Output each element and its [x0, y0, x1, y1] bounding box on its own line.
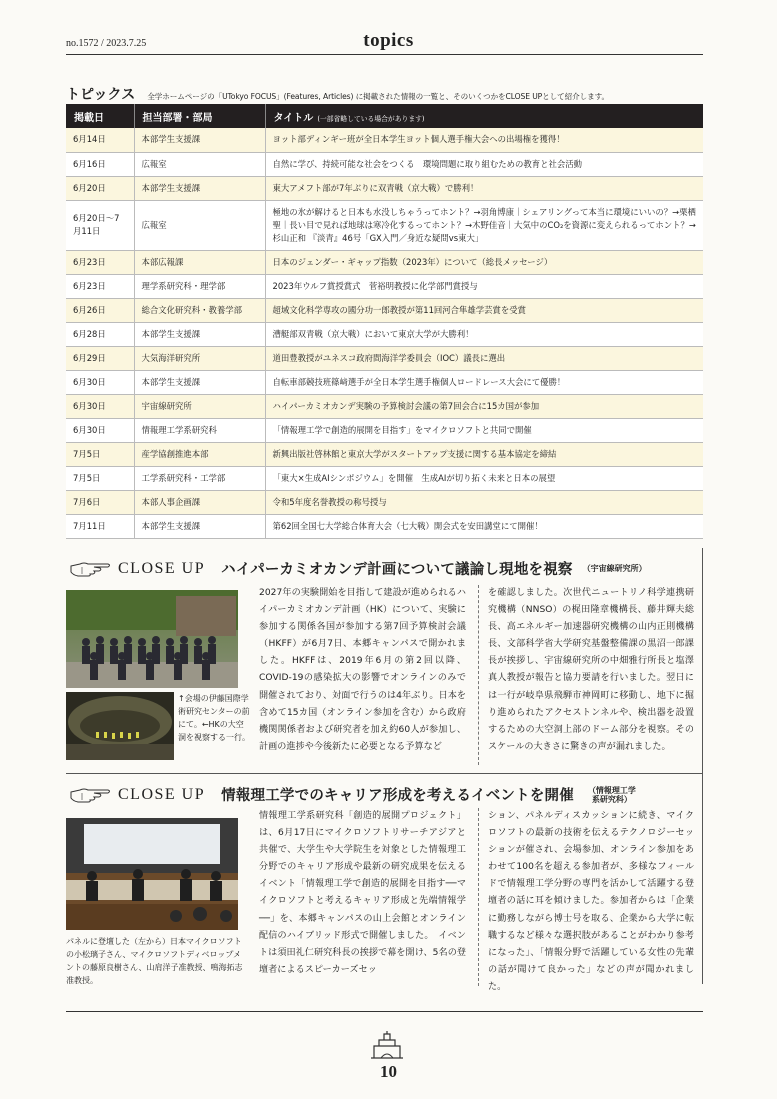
closeup2-dept-line1: （情報理工学	[587, 785, 636, 795]
cell-dept: 大気海洋研究所	[134, 346, 265, 370]
table-row	[66, 128, 703, 152]
cell-dept: 産学協創推進本部	[134, 442, 265, 466]
closeup1-caption: ↑会場の伊藤国際学術研究センターの前にて。←HKの大空洞を視察する一行。	[178, 694, 250, 742]
cell-title: 極地の氷が解けると日本も水没しちゃうってホント？→羽角博康｜シェアリングって本当に環境にいいの？→栗栖 聖｜長い目で見れば地球は寒冷化するってホント？→木野佳音｜大気中のCO₂を資源に変えられるってホント？→杉山正和 『淡青』46号「GX入門／身近な疑問vs東大」	[265, 200, 703, 250]
cell-title: 自転車部競技班篠﨑選手が全日本学生選手権個人ロードレース大会にて優勝！	[265, 370, 703, 394]
cell-title: 自然に学び、持続可能な社会をつくる 環境問題に取り組むための教育と社会活動	[265, 152, 703, 176]
table-row	[66, 176, 703, 200]
table-row	[66, 514, 703, 538]
closeup-divider	[66, 773, 703, 774]
closeup2-dept-line2: 系研究科）	[591, 794, 632, 804]
header-rule	[66, 54, 703, 55]
topics-description: 全学ホームページの「UTokyo FOCUS」(Features, Articles) に掲載された情報の一覧と、そのいくつかをCLOSE UPとして紹介します。	[147, 92, 609, 101]
closeup1-label: CLOSE UP	[118, 559, 206, 577]
closeup1-column1: 2027年の実験開始を目指して建設が進められるハイパーカミオカンデ計画（HK）について、実験に参加する関係各国が参加する第7回予算検討会議（HKFF）が6月7日、本郷キャンパスで開かれました。HKFFは、2019年6月の第2回以降、COVID-19の感染拡大の影響でオンラインのみで開催されており、対面で行うのは4年ぶり。日本を含めて15カ国（オンライン参加を含む）から政府機関関係者および研究者を加え約60人が参加し、計画の進捗や今後新たに必要となる予算など	[259, 588, 466, 752]
closeup1-title: ハイパーカミオカンデ計画について議論し現地を視察	[221, 562, 573, 578]
cell-title: 2023年ウルフ賞授賞式 菅裕明教授に化学部門賞授与	[265, 274, 703, 298]
cell-date: 6月23日	[66, 250, 134, 274]
cell-title: 「情報理工学で創造的展開を目指す」をマイクロソフトと共同で開催	[265, 418, 703, 442]
cell-date: 6月26日	[66, 298, 134, 322]
cell-dept: 本部学生支援課	[134, 370, 265, 394]
closeup2-heading	[70, 784, 636, 805]
table-row	[66, 346, 703, 370]
closeup2-title: 情報理工学でのキャリア形成を考えるイベントを開催	[221, 788, 574, 804]
cell-title: 東大アメフト部が7年ぶりに双青戦（京大戦）で勝利！	[265, 176, 703, 200]
closeup2-label: CLOSE UP	[118, 785, 206, 803]
table-row	[66, 370, 703, 394]
column-header-title-note: (一部省略している場合があります)	[317, 114, 425, 123]
closeup2-column2: ション、パネルディスカッションに続き、マイクロソフトの最新の技術を伝えるテクノロジーセッションが催され、会場参加、オンライン参加をあわせて100名を超える参加者が、多様なフィールドで情報理工学分野の専門を活かして活躍する登壇者の話に耳を傾けました。参加者からは「企業に勤務しながら博士号を取る、企業から大学に転職するなど様々な選択肢があることがわかり参考になった」、「情報分野で活躍している女性の先輩の話が聞けて良かった」などの声が聞かれました。	[488, 811, 694, 992]
cell-date: 6月29日	[66, 346, 134, 370]
cell-date: 7月11日	[66, 514, 134, 538]
closeup1-heading	[70, 558, 647, 579]
table-row	[66, 200, 703, 250]
cell-title: 超域文化科学専攻の國分功一郎教授が第11回河合隼雄学芸賞を受賞	[265, 298, 703, 322]
cell-date: 6月28日	[66, 322, 134, 346]
topics-title: トピックス	[66, 87, 136, 103]
cell-title: 新興出版社啓林館と東京大学がスタートアップ支援に関する基本協定を締結	[265, 442, 703, 466]
footer-rule	[66, 1011, 703, 1012]
pointing-hand-icon	[70, 786, 112, 804]
cell-date: 7月6日	[66, 490, 134, 514]
section-title: topics	[363, 30, 414, 51]
table-row	[66, 298, 703, 322]
cell-title: 「東大×生成AIシンポジウム」を開催 生成AIが切り拓く未来と日本の展望	[265, 466, 703, 490]
cell-dept: 総合文化研究科・教養学部	[134, 298, 265, 322]
table-row	[66, 418, 703, 442]
closeup2-dept	[588, 786, 636, 804]
cell-dept: 工学系研究科・工学部	[134, 466, 265, 490]
table-row	[66, 394, 703, 418]
cell-title: 令和5年度名誉教授の称号授与	[265, 490, 703, 514]
pointing-hand-icon	[70, 560, 112, 578]
page-number: 10	[380, 1062, 397, 1081]
table-row	[66, 322, 703, 346]
topics-table	[66, 104, 703, 539]
closeup2-column-separator	[478, 808, 479, 986]
column-header-title	[265, 104, 703, 128]
cell-dept: 広報室	[134, 200, 265, 250]
cell-dept: 理学系研究科・理学部	[134, 274, 265, 298]
column-header-title-label: タイトル	[273, 112, 314, 124]
cell-title: ヨット部ディンギー班が全日本学生ヨット個人選手権大会への出場権を獲得！	[265, 128, 703, 152]
yasuda-auditorium-icon	[367, 1030, 407, 1060]
cell-date: 6月14日	[66, 128, 134, 152]
table-row	[66, 490, 703, 514]
cell-date: 6月23日	[66, 274, 134, 298]
issue-number: no.1572 / 2023.7.25	[66, 38, 147, 49]
table-row	[66, 466, 703, 490]
closeup1-column-separator	[478, 585, 479, 765]
closeup1-cavern-photo	[66, 692, 174, 760]
cell-date: 7月5日	[66, 466, 134, 490]
cell-dept: 情報理工学系研究科	[134, 418, 265, 442]
table-row	[66, 250, 703, 274]
cell-date: 6月20日～7月11日	[66, 200, 134, 250]
cell-dept: 本部学生支援課	[134, 322, 265, 346]
cell-dept: 広報室	[134, 152, 265, 176]
cell-title: ハイパーカミオカンデ実験の予算検討会議の第7回会合に15カ国が参加	[265, 394, 703, 418]
cell-date: 6月30日	[66, 370, 134, 394]
table-row	[66, 442, 703, 466]
cell-date: 6月20日	[66, 176, 134, 200]
table-row	[66, 152, 703, 176]
cell-date: 6月16日	[66, 152, 134, 176]
closeup2-caption: パネルに登壇した（左から）日本マイクロソフトの小松璃子さん、マイクロソフトディベロップメントの藤原良樹さん、山肩洋子准教授、鳴海拓志准教授。	[66, 937, 243, 985]
cell-dept: 本部学生支援課	[134, 176, 265, 200]
closeup2-column1: 情報理工学系研究科「創造的展開プロジェクト」は、6月17日にマイクロソフトリサーチアジアと共催で、大学生や大学院生を対象とした情報理工分野でのキャリア形成や最新の研究成果を伝えるイベント「情報理工学で創造的展開を目指す──マイクロソフトと考えるキャリア形成と先端情報学──」を、本郷キャンパスの山上会館とオンライン配信のハイブリッド形式で開催しました。 イベントは須田礼仁研究科長の挨拶で幕を開け、5名の登壇者によるスピーカーズセッ	[259, 811, 466, 975]
cell-date: 6月30日	[66, 418, 134, 442]
column-header-dept: 担当部署・部局	[134, 104, 265, 128]
cell-dept: 宇宙線研究所	[134, 394, 265, 418]
cell-title: 第62回全国七大学総合体育大会（七大戦）開会式を安田講堂にて開催！	[265, 514, 703, 538]
cell-title: 漕艇部双青戦（京大戦）において東京大学が大勝利！	[265, 322, 703, 346]
table-header-row	[66, 104, 703, 128]
cell-dept: 本部広報課	[134, 250, 265, 274]
cell-title: 日本のジェンダー・ギャップ指数（2023年）について（総長メッセージ）	[265, 250, 703, 274]
closeup1-column2: を確認しました。次世代ニュートリノ科学連携研究機構（NNSO）の梶田隆章機構長、藤井輝夫総長、高エネルギー加速器研究機構の山内正則機構長、文部科学省大学研究基盤整備課の黒沼一郎課長が挨拶し、宇宙線研究所の中畑雅行所長と塩澤真人教授が報告と協力要請を行いました。翌日には一行が岐阜県飛騨市神岡町に移動し、地下に掘り進められたアクセストンネルや、検出器を設置するための大空洞上部のドーム部分を視察。そのスケールの大きさに驚きの声が漏れました。	[488, 588, 694, 752]
table-row	[66, 274, 703, 298]
topics-heading	[66, 84, 716, 104]
column-header-date: 掲載日	[66, 104, 134, 128]
cell-title: 道田豊教授がユネスコ政府間海洋学委員会（IOC）議長に選出	[265, 346, 703, 370]
cell-date: 7月5日	[66, 442, 134, 466]
closeup1-dept: （宇宙線研究所）	[582, 564, 647, 573]
closeup2-panel-photo	[66, 818, 238, 930]
closeup1-group-photo	[66, 590, 238, 688]
cell-dept: 本部人事企画課	[134, 490, 265, 514]
cell-dept: 本部学生支援課	[134, 514, 265, 538]
cell-date: 6月30日	[66, 394, 134, 418]
cell-dept: 本部学生支援課	[134, 128, 265, 152]
